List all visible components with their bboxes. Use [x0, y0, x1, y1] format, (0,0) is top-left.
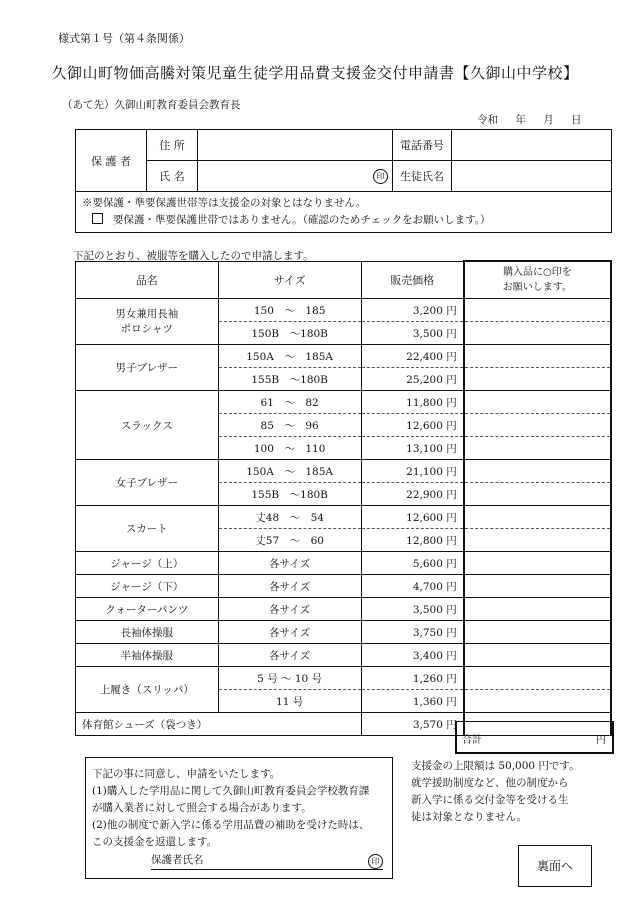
header-price: 販売価格 [361, 261, 464, 299]
item-name: ジャージ（下） [76, 575, 219, 598]
phone-label: 電話番号 [393, 130, 452, 161]
mark-cell[interactable] [464, 322, 611, 345]
item-name: クォーターパンツ [76, 598, 219, 621]
item-price: 12,800 円 [361, 529, 464, 552]
signature-line[interactable] [151, 852, 383, 870]
item-size: 11 号 [218, 690, 361, 713]
address-field[interactable] [198, 130, 393, 161]
mark-cell[interactable] [464, 552, 611, 575]
header-mark [464, 261, 611, 299]
item-name: 長袖体操服 [76, 621, 219, 644]
mark-cell[interactable] [464, 299, 611, 322]
item-name: 上履き（スリッパ） [76, 667, 219, 713]
agreement-line: (1)購入した学用品に関して久御山町教育委員会学校教育課 [92, 785, 370, 797]
item-price: 22,400 円 [361, 345, 464, 368]
agreement-line: 下記の事に同意し、申請をいたします。 [92, 768, 281, 780]
mark-cell[interactable] [464, 598, 611, 621]
mark-cell[interactable] [464, 690, 611, 713]
date-line [477, 112, 582, 127]
student-name-field[interactable] [452, 161, 612, 192]
address-label: 住 所 [147, 130, 198, 161]
guardian-note [76, 192, 612, 233]
item-price: 1,360 円 [361, 690, 464, 713]
item-price: 22,900 円 [361, 483, 464, 506]
item-name: 男子ブレザー [76, 345, 219, 391]
header-name: 品名 [76, 261, 219, 299]
mark-cell[interactable] [464, 575, 611, 598]
item-price: 12,600 円 [361, 414, 464, 437]
mark-cell[interactable] [464, 621, 611, 644]
item-size: 85 ～ 96 [218, 414, 361, 437]
item-price: 3,200 円 [361, 299, 464, 322]
name-field[interactable] [198, 161, 393, 192]
item-size: 155B ～180B [218, 483, 361, 506]
item-price: 12,600 円 [361, 506, 464, 529]
mark-cell[interactable] [464, 391, 611, 414]
agreement-box [85, 757, 393, 879]
agreement-line: (2)他の制度で新入学に係る学用品費の補助を受けた時は、 [92, 819, 370, 831]
item-size: 155B ～180B [218, 368, 361, 391]
addressee: （あて先）久御山町教育委員会教育長 [62, 99, 241, 111]
mark-cell[interactable] [464, 345, 611, 368]
item-price: 13,100 円 [361, 437, 464, 460]
item-size: 150B ～180B [218, 322, 361, 345]
side-note-line: 就学援助制度など、他の制度から [411, 777, 569, 789]
seal-mark-icon: 印 [368, 854, 383, 869]
guardian-label: 保 護 者 [76, 130, 147, 192]
date-month: 月 [543, 114, 554, 126]
mark-cell[interactable] [464, 667, 611, 690]
total-label: 合計 [462, 735, 482, 746]
item-size: 丈57 ～ 60 [218, 529, 361, 552]
mark-cell[interactable] [464, 483, 611, 506]
mark-cell[interactable] [464, 460, 611, 483]
back-page-link[interactable]: 裏面へ [518, 845, 592, 887]
page-title: 久御山町物価高騰対策児童生徒学用品費支援金交付申請書【久御山中学校】 [51, 64, 579, 82]
item-price: 5,600 円 [361, 552, 464, 575]
item-price: 25,200 円 [361, 368, 464, 391]
item-price: 3,400 円 [361, 644, 464, 667]
item-name-polo: 男女兼用長袖 ポロシャツ [76, 299, 219, 345]
item-name: スカート [76, 506, 219, 552]
side-note [411, 758, 611, 826]
item-name: スラックス [76, 391, 219, 460]
item-price: 1,260 円 [361, 667, 464, 690]
item-price: 4,700 円 [361, 575, 464, 598]
phone-field[interactable] [452, 130, 612, 161]
item-name: 体育館シューズ（袋つき） [76, 713, 362, 736]
side-note-line: 徒は対象となりません。 [411, 811, 528, 823]
item-size: 丈48 ～ 54 [218, 506, 361, 529]
items-table [75, 260, 612, 736]
item-price: 11,800 円 [361, 391, 464, 414]
item-size: 各サイズ [218, 598, 361, 621]
total-field[interactable] [455, 721, 614, 754]
mark-cell[interactable] [464, 529, 611, 552]
item-price: 21,100 円 [361, 460, 464, 483]
item-name: ジャージ（上） [76, 552, 219, 575]
student-name-label: 生徒氏名 [393, 161, 452, 192]
item-price: 3,570 円 [361, 713, 464, 736]
mark-cell[interactable] [464, 414, 611, 437]
mark-cell[interactable] [464, 644, 611, 667]
item-name: 半袖体操服 [76, 644, 219, 667]
mark-cell[interactable] [464, 506, 611, 529]
note-line-1: ※要保護・準要保護世帯等は支援金の対象とはなりません。 [82, 197, 367, 209]
side-note-line: 支援金の上限額は 50,000 円です。 [411, 760, 580, 772]
confirm-checkbox[interactable] [92, 213, 103, 224]
date-year: 年 [515, 114, 526, 126]
header-mark-line-2: お願いします。 [502, 282, 572, 293]
item-size: 各サイズ [218, 644, 361, 667]
signature-label: 保護者氏名 [151, 854, 204, 866]
name-label: 氏 名 [147, 161, 198, 192]
total-unit: 円 [596, 735, 606, 746]
item-size: 150A ～ 185A [218, 460, 361, 483]
intro-text: 下記のとおり、被服等を購入したので申請します。 [73, 250, 314, 262]
item-size: 61 ～ 82 [218, 391, 361, 414]
item-size: 5 号 ～ 10 号 [218, 667, 361, 690]
agreement-line: この支援金を返還します。 [92, 836, 218, 848]
side-note-line: 新入学に係る交付金等を受ける生 [411, 794, 569, 806]
guardian-table [75, 129, 612, 233]
agreement-line: が購入業者に対して照会する場合があります。 [92, 802, 312, 814]
confirm-label: 要保護・準要保護世帯ではありません。（確認のためチェックをお願いします。） [113, 214, 491, 226]
item-size: 各サイズ [218, 621, 361, 644]
header-mark-line-1: 購入品に○印を [503, 267, 572, 278]
item-price: 3,500 円 [361, 598, 464, 621]
item-size: 各サイズ [218, 552, 361, 575]
item-size: 100 ～ 110 [218, 437, 361, 460]
seal-mark-icon: 印 [373, 169, 388, 184]
item-price: 3,500 円 [361, 322, 464, 345]
date-era: 令和 [477, 114, 498, 126]
date-day: 日 [571, 114, 582, 126]
note-line-2 [82, 212, 605, 229]
mark-cell[interactable] [464, 368, 611, 391]
item-size: 150A ～ 185A [218, 345, 361, 368]
mark-cell[interactable] [464, 437, 611, 460]
item-size: 各サイズ [218, 575, 361, 598]
item-name: 女子ブレザー [76, 460, 219, 506]
header-size: サイズ [218, 261, 361, 299]
item-size: 150 ～ 185 [218, 299, 361, 322]
item-price: 3,750 円 [361, 621, 464, 644]
form-number: 様式第１号（第４条関係） [58, 32, 190, 45]
